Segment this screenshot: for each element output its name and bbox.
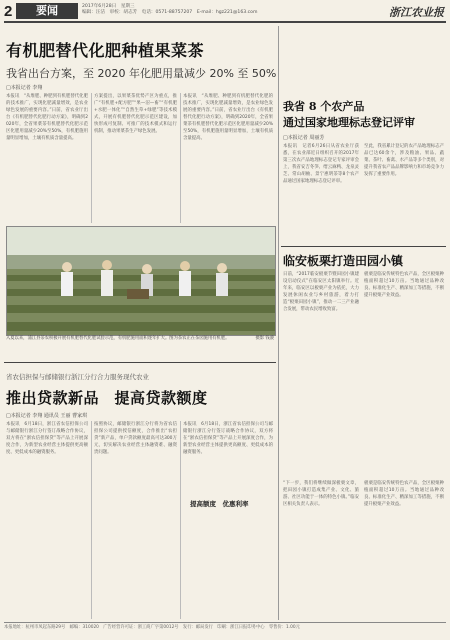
right-column-divider — [278, 26, 279, 620]
column-divider — [91, 93, 92, 223]
second-body-col-2: 按照协议，邮储银行浙江分行将为省农信担保公司提供授信额度，合作推出“农担贷”新产品，单户贷款额度最高可达300万元，切实解决农业经营主体融资难、融资贵问题。 — [94, 422, 177, 455]
editor-contact: 编辑：汪洁 审校：胡志芳 电话：0571-88757207 E-mail：hgz221@163.com — [82, 10, 258, 15]
photo-caption — [6, 336, 274, 342]
right-article-1-headline-line2: 通过国家地理标志登记评审 — [283, 116, 415, 129]
main-subheadline: 我省出台方案，至 2020 年化肥用量减少 20% 至 50% — [6, 67, 277, 80]
section-label: 要闻 — [16, 3, 78, 19]
main-body-col-2: 方案提出，以果菜茶优势产区为重点，推广“有机肥+配方肥”“果—沼—畜”“有机肥+水肥一体化”“自然生草+绿肥”等技术模式，开展有机肥替代化肥示范区建设，加快形成可复制、可推广的技术模式和运行机制，推动果菜茶生产绿色发展。 — [94, 94, 177, 134]
section-divider — [4, 362, 276, 363]
page-number: 2 — [4, 3, 13, 20]
second-body-col-1: 本报讯 6月18日，浙江省农信担保公司与邮储银行浙江分行签订战略合作协议，双方将在“浙农信担保贷”等产品上开展深度合作，为新型农业经营主体提供更高额度、更低成本的融资服务。 — [6, 422, 88, 455]
news-photo — [6, 226, 276, 336]
main-headline: 有机肥替代化肥种植果菜茶 — [6, 41, 205, 60]
photo-caption-text: 入夏以来，浦江县茶农积极开展有机肥替代化肥试验示范，有机肥施用面积逐年扩大。图为茶农正在茶园施用有机肥。 — [6, 336, 230, 341]
header-divider — [4, 21, 446, 23]
issue-date: 2017年6月28日 星期三 — [82, 4, 135, 9]
second-body-col-3: 本报讯 6月18日，浙江省农信担保公司与邮储银行浙江分行签订战略合作协议，双方将在“浙农信担保贷”等产品上开展深度合作，为新型农业经营主体提供更高额度、更低成本的融资服务。 — [183, 422, 273, 455]
second-article-headline: 推出贷款新品 提高贷款额度 — [6, 389, 208, 407]
column-divider — [91, 421, 92, 619]
page-footer: 本报地址：杭州市凤起东路29号 邮编：310020 广告经营许可证：浙工商广字第0012号 发行：邮局发行 印刷：浙江日报印务中心 零售价：1.00元 — [4, 622, 446, 639]
header-info — [82, 4, 257, 16]
right-article-2-body-col-2: 板栗是临安传统特色农产品，全区板栗种植面积超过10万亩。当地通过品种改良、标准化生产、精深加工等措施，不断提升板栗产业效益。 — [364, 272, 444, 298]
right-article-1-body-col-1: 本报讯 记者6月26日从省农业厅获悉，在农业部近日组织召开的2017年第三次农产品地理标志登记专家评审会上，我省安吉冬笋、缙云麻鸭、龙泉灵芝、常山胡柚、景宁惠明茶等8个农产品通过国家地理标志登记评审。 — [283, 144, 359, 184]
right-article-1-headline-line1: 我省 8 个农产品 — [283, 100, 365, 113]
right-article-2-headline: 临安板栗打造田园小镇 — [283, 254, 404, 268]
right-article-1-byline: □本报记者 周丽芳 — [283, 135, 325, 141]
news-photo-illustration — [7, 227, 275, 335]
right-article-2-body-col-3: “下一步，我们将继续做深板栗文章，把田园小镇打造成集产业、文化、旅游、社区功能于一体的特色小镇。”临安区相关负责人表示。 — [283, 481, 359, 507]
masthead: 浙江农业报 — [389, 6, 444, 19]
main-body-col-1: 本报讯 “从堆肥、种肥到有机肥替代化肥的技术推广，实现化肥减量增效，是农业绿色发展的重要内容。”日前，省农业厅出台《有机肥替代化肥行动方案》，明确到2020年，全省果菜茶有机肥替代化肥示范区化肥用量减少20%至50%，有机肥施用量明显增加，土壤有机质含量提高。 — [6, 94, 88, 141]
second-article-kicker: 省农信担保与邮储银行浙江分行合力服务现代农业 — [6, 373, 149, 381]
right-article-2-body-col-1: 日前，“2017临安板栗节暨田园小镇建设启动仪式”在临安区太阳镇举行。近年来，临安区以板栗产业为依托，大力发展休闲农业与乡村旅游，着力打造“板栗田园小镇”，推动一二三产业融合发展，带动农民增收致富。 — [283, 272, 359, 312]
second-article-byline: □本报记者 李翔 通讯员 王丽 曹家琪 — [6, 413, 88, 419]
column-divider — [180, 421, 181, 619]
main-byline: □本报记者 李翔 — [6, 85, 43, 91]
right-article-1-body-col-2: 至此，我省累计登记的农产品地理标志产品已达60余个，涉及粮油、果品、蔬菜、茶叶、畜禽、水产品等多个类别，对提升我省农产品品牌影响力和市场竞争力发挥了重要作用。 — [364, 144, 444, 177]
main-body-col-3: 本报讯 “从堆肥、种肥到有机肥替代化肥的技术推广，实现化肥减量增效，是农业绿色发展的重要内容。”日前，省农业厅出台《有机肥替代化肥行动方案》，明确到2020年，全省果菜茶有机肥替代化肥示范区化肥用量减少20%至50%，有机肥施用量明显增加，土壤有机质含量提高。 — [183, 94, 273, 141]
right-article-2-body-col-4: 板栗是临安传统特色农产品，全区板栗种植面积超过10万亩。当地通过品种改良、标准化生产、精深加工等措施，不断提升板栗产业效益。 — [364, 481, 444, 507]
photo-credit: 摄影 钱骏 — [255, 336, 274, 341]
second-article-subheading: 提高额度 优惠利率 — [190, 500, 249, 508]
right-section-divider — [281, 246, 446, 247]
column-divider — [180, 93, 181, 223]
